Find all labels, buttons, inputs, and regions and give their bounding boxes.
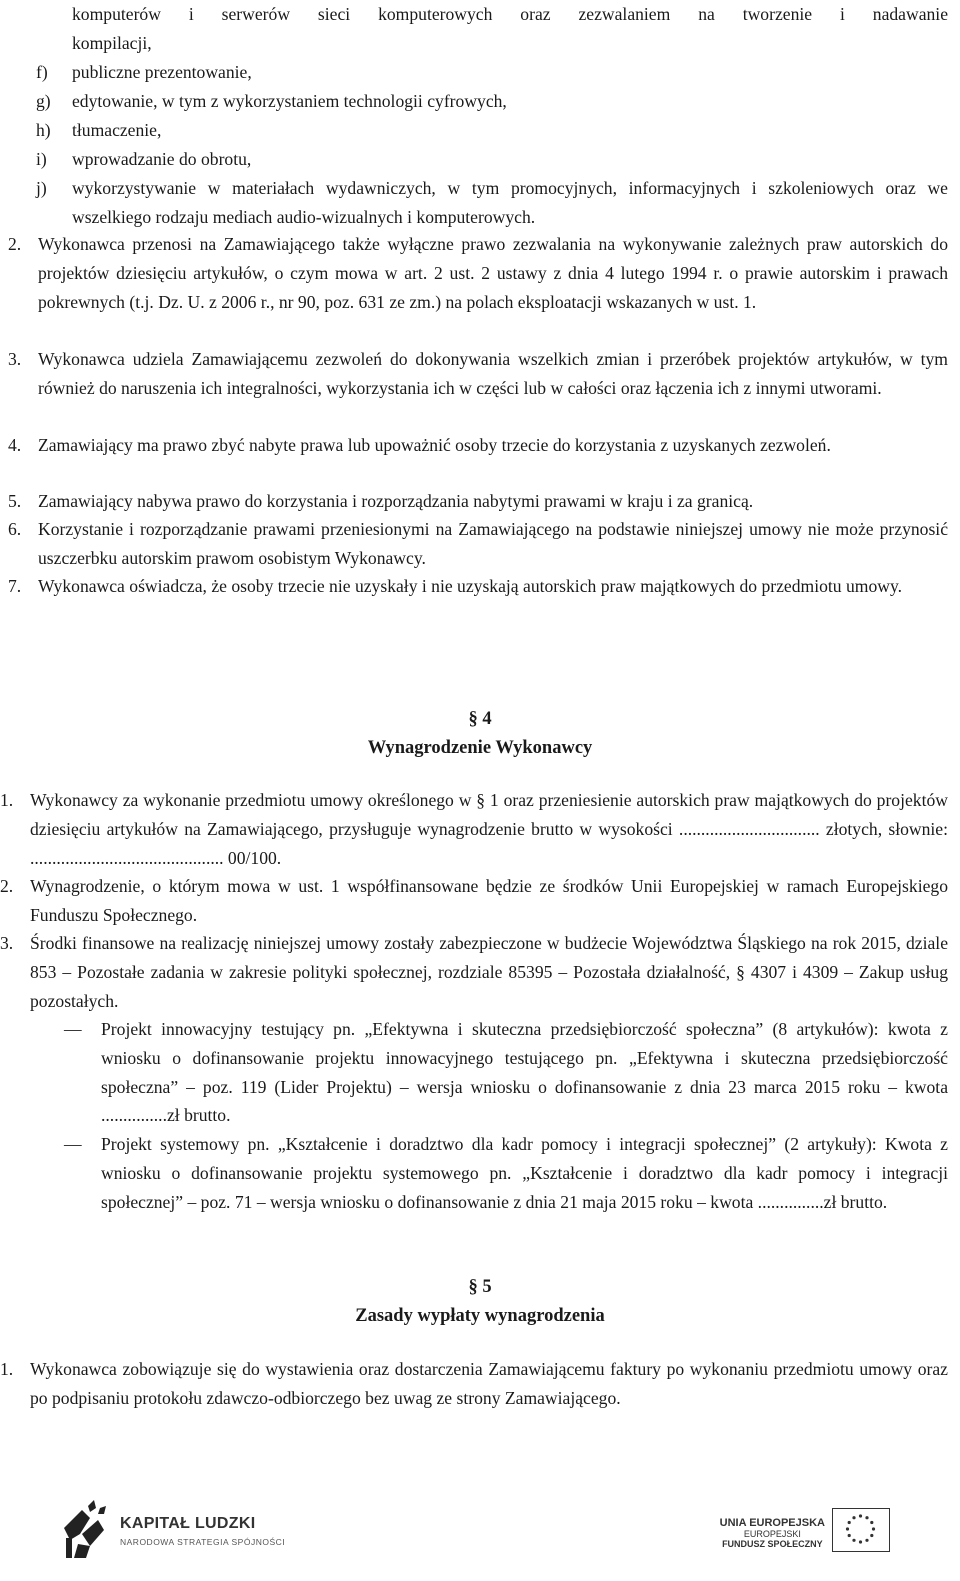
point-label: 5.: [8, 491, 22, 511]
dash-item: [64, 1015, 948, 1130]
numbered-point: [8, 345, 948, 403]
kapital-ludzki-title: KAPITAŁ LUDZKI: [120, 1515, 256, 1532]
numbered-point: [8, 515, 948, 573]
point-label: 6.: [8, 519, 22, 539]
intro-line: [72, 0, 948, 29]
eu-logo-line2: EUROPEJSKI: [743, 1529, 801, 1539]
item-text: publiczne prezentowanie,: [72, 62, 252, 82]
eu-logo-line3: FUNDUSZ SPOŁECZNY: [722, 1539, 823, 1549]
point-label: 3.: [8, 349, 22, 369]
item-text: wprowadzanie do obrotu,: [72, 149, 252, 169]
item-text: tłumaczenie,: [72, 120, 162, 140]
list-item: [36, 58, 948, 87]
list-item: [36, 174, 948, 232]
intro-line: [72, 29, 948, 58]
point-label: 4.: [8, 435, 22, 455]
item-label: i): [36, 149, 47, 169]
dash-mark: —: [64, 1134, 82, 1154]
numbered-point: [0, 929, 948, 1015]
point-label: 3.: [0, 933, 14, 953]
section-title: Zasady wypłaty wynagrodzenia: [355, 1306, 605, 1326]
point-text: Wykonawca udziela Zamawiającemu zezwoleń do dokonywania wszelkich zmian i przeróbek projektów artykułów, w tym również do naruszenia ich integralności, wykorzystania ich w części lub w całości oraz łączenia ich z innymi utworami.: [38, 349, 948, 398]
point-label: 1.: [0, 1359, 14, 1379]
numbered-point: [8, 431, 948, 460]
numbered-point: [8, 230, 948, 316]
point-text: Zamawiający nabywa prawo do korzystania i rozporządzania nabytymi prawami w kraju i za granicą.: [38, 491, 754, 511]
dash-text: Projekt systemowy pn. „Kształcenie i doradztwo dla kadr pomocy i integracji społecznej” (2 artykuły): Kwota z wniosku o dofinansowanie projektu systemowego pn. „Kształcenie i doradztwo dla kadr pomocy i integracji społecznej” – poz. 71 – wersja wniosku o dofinansowanie z dnia 21 maja 2015 roku – kwota ...............zł brutto.: [101, 1134, 948, 1212]
item-text: wykorzystywanie w materiałach wydawniczych, w tym promocyjnych, informacyjnych i szkoleniowych oraz we wszelkiego rodzaju mediach audio-wizualnych i komputerowych.: [72, 178, 948, 227]
point-text: Wykonawca przenosi na Zamawiającego także wyłączne prawo zezwalania na wykonywanie zależnych praw autorskich do projektów dziesięciu artykułów, o czym mowa w art. 2 ust. 2 ustawy z dnia 4 lutego 1994 r. o prawie autorskim i prawach pokrewnych (t.j. Dz. U. z 2006 r., nr 90, poz. 631 ze zm.) na polach eksploatacji wskazanych w ust. 1.: [38, 234, 948, 312]
eu-logo-line1: UNIA EUROPEJSKA: [719, 1517, 825, 1529]
list-item: [36, 116, 948, 145]
item-label: h): [36, 120, 51, 140]
point-text: Zamawiający ma prawo zbyć nabyte prawa lub upoważnić osoby trzecie do korzystania z uzyskanych zezwoleń.: [38, 435, 831, 455]
dash-item: [64, 1130, 948, 1216]
point-label: 2.: [8, 234, 22, 254]
section-number: § 4: [468, 709, 492, 729]
section-title: Wynagrodzenie Wykonawcy: [367, 738, 593, 758]
numbered-point: [0, 1355, 948, 1413]
point-label: 7.: [8, 576, 22, 596]
item-text: edytowanie, w tym z wykorzystaniem technologii cyfrowych,: [72, 91, 507, 111]
eu-stars-icon: [833, 1509, 888, 1550]
numbered-point: [0, 786, 948, 872]
dash-mark: —: [64, 1019, 82, 1039]
numbered-point: [8, 572, 948, 601]
section-number: § 5: [468, 1277, 492, 1297]
kapital-ludzki-logo-icon: [60, 1500, 108, 1560]
point-text: Środki finansowe na realizację niniejszej umowy zostały zabezpieczone w budżecie Województwa Śląskiego na rok 2015, dziale 853 – Pozostałe zadania w zakresie polityki społecznej, rozdziale 85395 – Pozostała działalność, § 4307 i 4309 – Zakup usług pozostałych.: [30, 933, 948, 1011]
item-label: j): [36, 178, 47, 198]
point-text: Wykonawcy za wykonanie przedmiotu umowy określonego w § 1 oraz przeniesienie autorskich praw majątkowych do projektów dziesięciu artykułów na Zamawiającego, przysługuje wynagrodzenie brutto w wysokości ................................ złotych, słownie: ............................................ 00/100.: [30, 790, 948, 868]
point-text: Korzystanie i rozporządzanie prawami przeniesionymi na Zamawiającego na podstawie niniejszej umowy nie może przynosić uszczerbku autorskim prawom osobistym Wykonawcy.: [38, 519, 948, 568]
point-label: 1.: [0, 790, 14, 810]
numbered-point: [0, 872, 948, 930]
point-text: Wynagrodzenie, o którym mowa w ust. 1 współfinansowane będzie ze środków Unii Europejskiej w ramach Europejskiego Funduszu Społecznego.: [30, 876, 948, 925]
eu-flag-icon: [832, 1508, 890, 1552]
list-item: [36, 87, 948, 116]
dash-text: Projekt innowacyjny testujący pn. „Efektywna i skuteczna przedsiębiorczość społeczna” (8 artykułów): kwota z wniosku o dofinansowanie projektu innowacyjnego testującego pn. „Efektywna i skuteczna przedsiębiorczość społeczna” – poz. 119 (Lider Projektu) – wersja wniosku o dofinansowanie z dnia 23 marca 2015 roku – kwota ...............zł brutto.: [101, 1019, 948, 1126]
item-label: g): [36, 91, 51, 111]
eu-logo-text: [720, 1517, 825, 1549]
kapital-ludzki-subtitle: NARODOWA STRATEGIA SPÓJNOŚCI: [120, 1537, 286, 1547]
item-label: f): [36, 62, 48, 82]
point-text: Wykonawca zobowiązuje się do wystawienia oraz dostarczenia Zamawiającemu faktury po wykonaniu przedmiotu umowy oraz po podpisaniu protokołu zdawczo-odbiorczego bez uwag ze strony Zamawiającego.: [30, 1359, 948, 1408]
numbered-point: [8, 487, 948, 516]
intro-line-2: kompilacji,: [72, 33, 152, 53]
point-label: 2.: [0, 876, 14, 896]
point-text: Wykonawca oświadcza, że osoby trzecie nie uzyskały i nie uzyskają autorskich praw majątkowych do przedmiotu umowy.: [38, 576, 903, 596]
intro-line-1: komputerów i serwerów sieci komputerowych oraz zezwalaniem na tworzenie i nadawanie: [72, 4, 948, 24]
list-item: [36, 145, 948, 174]
